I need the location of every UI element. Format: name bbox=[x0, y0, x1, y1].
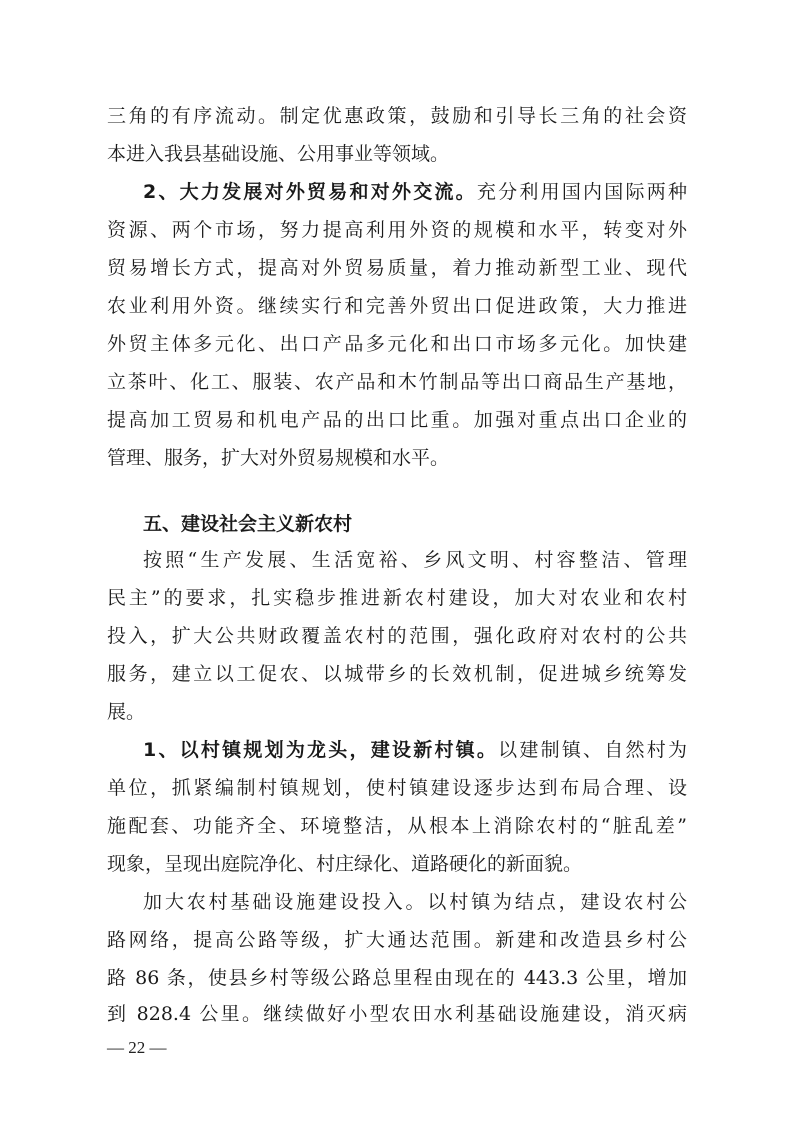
text-line: 施配套、功能齐全、环境整洁，从根本上消除农村的“脏乱差” bbox=[107, 815, 687, 837]
text-line: 资源、两个市场，努力提高利用外资的规模和水平，转变对外 bbox=[107, 219, 687, 241]
text-line: 投入，扩大公共财政覆盖农村的范围，强化政府对农村的公共 bbox=[107, 625, 687, 647]
text-line: 路 86 条，使县乡村等级公路总里程由现在的 443.3 公里，增加 bbox=[107, 967, 687, 989]
text-line: 加大农村基础设施建设投入。以村镇为结点，建设农村公 bbox=[143, 891, 687, 913]
text-line: 路网络，提高公路等级，扩大通达范围。新建和改造县乡村公 bbox=[107, 929, 687, 951]
text-line: 三角的有序流动。制定优惠政策，鼓励和引导长三角的社会资 bbox=[107, 105, 687, 127]
bold-lead-heading: 1、以村镇规划为龙头，建设新村镇。 bbox=[143, 739, 499, 761]
text-line: 服务，建立以工促农、以城带乡的长效机制，促进城乡统筹发 bbox=[107, 663, 687, 685]
text-line: 按照“生产发展、生活宽裕、乡风文明、村容整洁、管理 bbox=[143, 549, 687, 571]
paragraph-first-line bbox=[143, 738, 687, 762]
text-line: 展。 bbox=[107, 701, 146, 723]
page-number: — 22 — bbox=[107, 1038, 167, 1057]
bold-lead-heading: 2、大力发展对外贸易和对外交流。 bbox=[143, 181, 477, 203]
text-run: 充分利用国内国际两种 bbox=[476, 181, 687, 203]
text-line: 民主”的要求，扎实稳步推进新农村建设，加大对农业和农村 bbox=[107, 587, 687, 609]
text-line: 到 828.4 公里。继续做好小型农田水利基础设施建设，消灭病 bbox=[107, 1003, 687, 1025]
text-line: 农业利用外资。继续实行和完善外贸出口促进政策，大力推进 bbox=[107, 295, 687, 317]
paragraph-first-line bbox=[143, 180, 687, 204]
text-line: 管理、服务，扩大对外贸易规模和水平。 bbox=[107, 447, 450, 469]
text-run: 以建制镇、自然村为 bbox=[498, 739, 687, 761]
text-line: 本进入我县基础设施、公用事业等领域。 bbox=[107, 143, 450, 165]
text-line: 外贸主体多元化、出口产品多元化和出口市场多元化。加快建 bbox=[107, 333, 687, 355]
text-line: 贸易增长方式，提高对外贸易质量，着力推动新型工业、现代 bbox=[107, 257, 687, 279]
text-line: 立茶叶、化工、服装、农产品和木竹制品等出口商品生产基地， bbox=[107, 371, 687, 393]
section-heading: 五、建设社会主义新农村 bbox=[143, 513, 353, 535]
text-line: 现象，呈现出庭院净化、村庄绿化、道路硬化的新面貌。 bbox=[107, 853, 583, 875]
text-line: 提高加工贸易和机电产品的出口比重。加强对重点出口企业的 bbox=[107, 409, 687, 431]
text-line: 单位，抓紧编制村镇规划，使村镇建设逐步达到布局合理、设 bbox=[107, 777, 687, 799]
